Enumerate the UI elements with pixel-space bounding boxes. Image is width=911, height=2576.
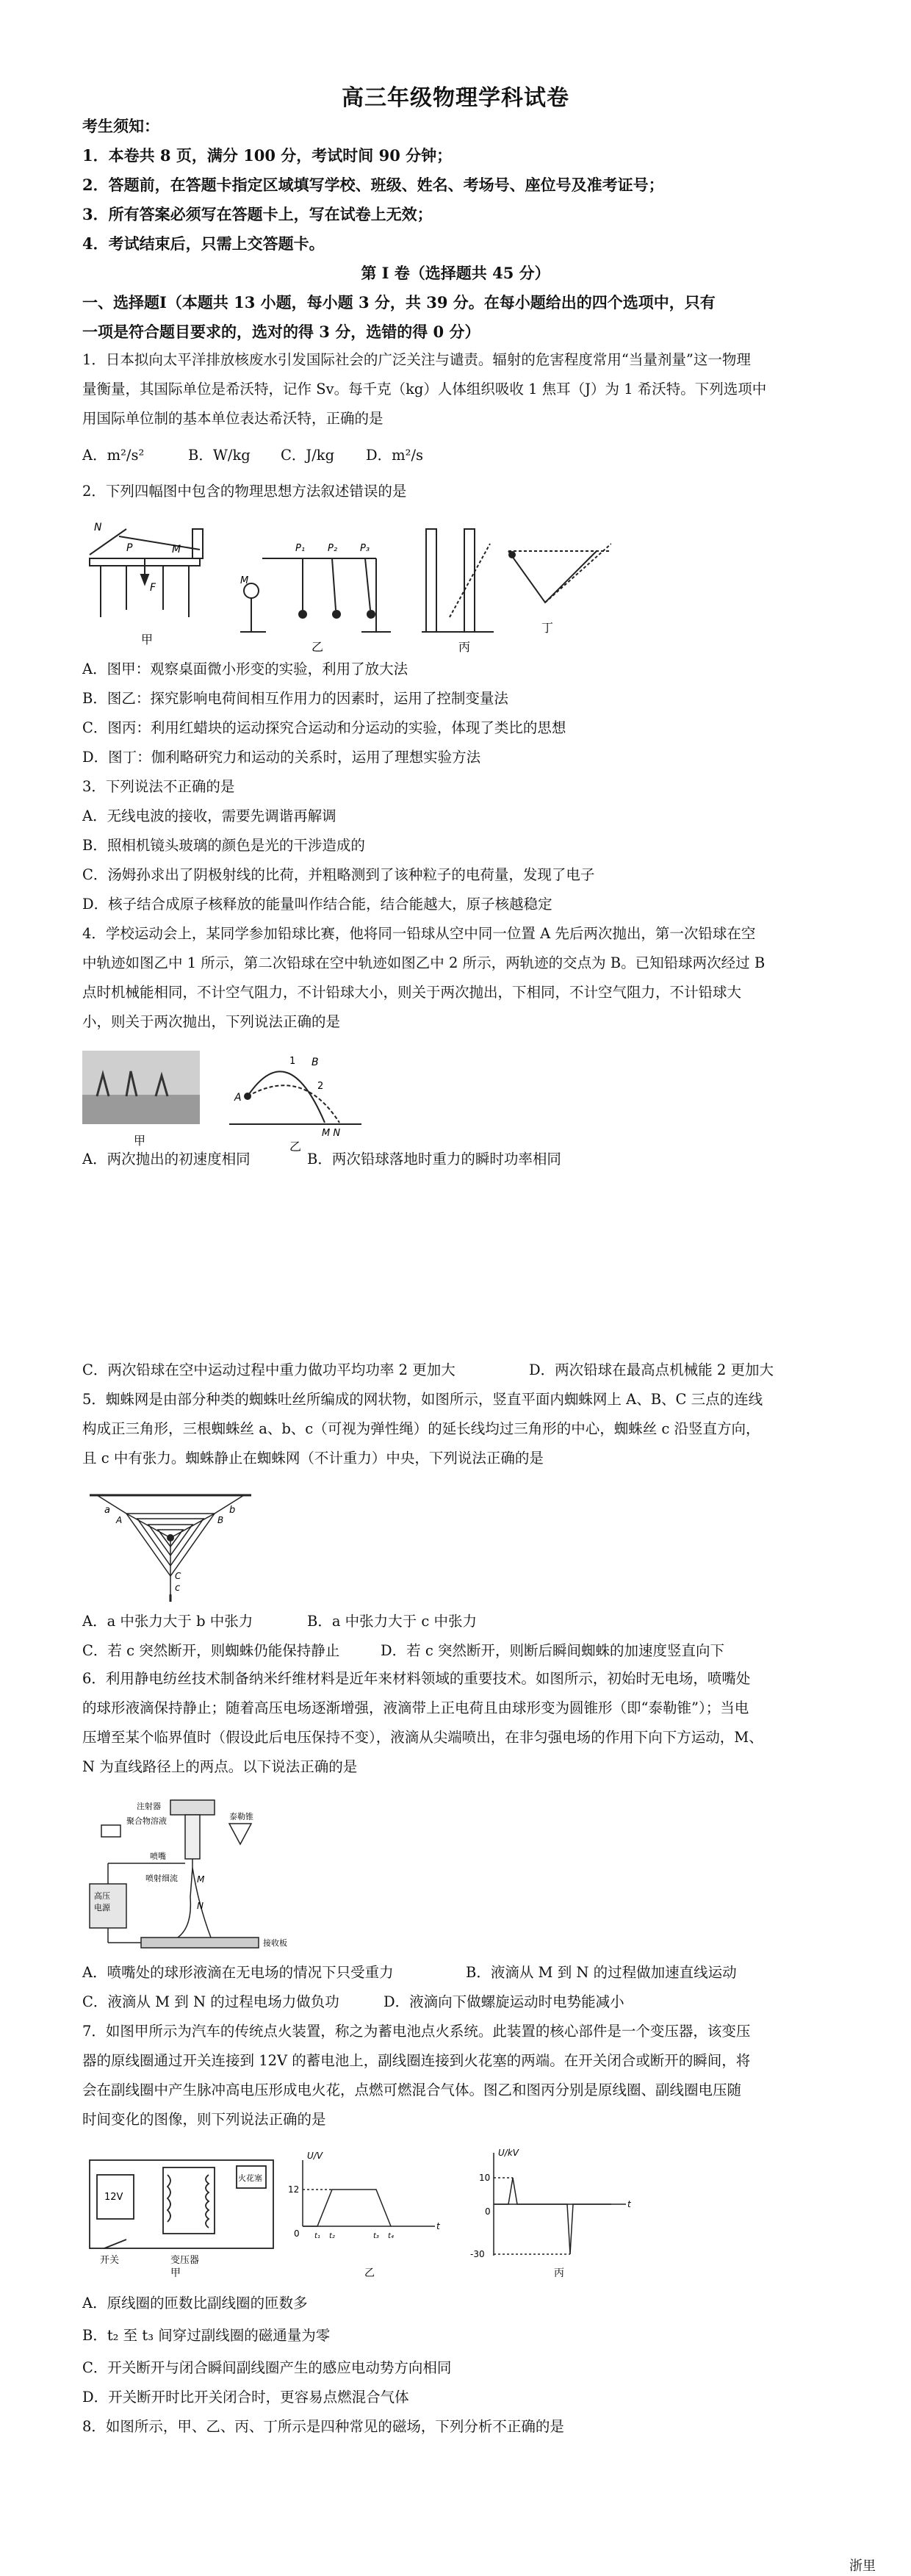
tick-minus-30: -30	[470, 2249, 485, 2259]
figure-label-n: N	[94, 522, 102, 533]
q1-option-c: C．J/kg	[281, 447, 335, 464]
point-b-label: B	[217, 1515, 224, 1525]
figure-label-p3: P₃	[360, 543, 370, 554]
question-4-text: 4．学校运动会上，某同学参加铅球比赛，他将同一铅球从空中同一位置 A 先后两次抛出，第一次铅球在空	[82, 925, 756, 942]
question-1-text: 量衡量，其国际单位是希沃特，记作 Sv。每千克（kg）人体组织吸收 1 焦耳（J）为 1 希沃特。下列选项中	[82, 381, 767, 397]
question-5-text: 5．蜘蛛网是由部分种类的蜘蛛吐丝所编成的网状物，如图所示，竖直平面内蜘蛛网上 A、B、C 三点的连线	[82, 1391, 763, 1408]
tick-t1: t₁	[314, 2232, 320, 2240]
point-m-label: M	[197, 1874, 205, 1885]
q7-option-c: C．开关断开与闭合瞬间副线圈产生的感应电动势方向相同	[82, 2359, 452, 2376]
rolling-ball	[508, 551, 516, 558]
q6-option-b: B．液滴从 M 到 N 的过程做加速直线运动	[466, 1964, 737, 1981]
question-6-text: N 为直线路径上的两点。以下说法正确的是	[82, 1758, 358, 1775]
point-c-label: C	[175, 1571, 181, 1581]
notice-item: 4．考试结束后，只需上交答题卡。	[82, 234, 325, 253]
figure-yi-apparatus	[240, 558, 391, 632]
question-7-text: 时间变化的图像，则下列说法正确的是	[82, 2111, 326, 2128]
q3-option-d: D．核子结合成原子核释放的能量叫作结合能，结合能越大，原子核越稳定	[82, 896, 552, 913]
figure-label-f: F	[150, 582, 156, 594]
figure-caption-bing: 丙	[554, 2267, 564, 2278]
label-needle: 喷嘴	[150, 1852, 166, 1861]
point-n-label: N	[197, 1901, 204, 1911]
q1-option-d: D．m²/s	[366, 447, 424, 464]
q6-option-c: C．液滴从 M 到 N 的过程电场力做负功	[82, 1993, 339, 2010]
question-8-stem: 8．如图所示，甲、乙、丙、丁所示是四种常见的磁场，下列分析不正确的是	[82, 2418, 564, 2435]
point-b-label: B	[312, 1057, 319, 1068]
figure-caption-jia: 甲	[134, 1134, 146, 1148]
secondary-voltage-graph	[494, 2153, 626, 2256]
question-3-stem: 3．下列说法不正确的是	[82, 778, 235, 795]
points-mn-label: M N	[322, 1128, 341, 1139]
question-6-text: 6．利用静电纺丝技术制备纳米纤维材料是近年来材料领域的重要技术。如图所示，初始时无电场，喷嘴处	[82, 1670, 751, 1687]
point-a-label: A	[116, 1515, 123, 1525]
figure-caption-bing: 丙	[458, 640, 471, 654]
figure-caption-yi: 乙	[364, 2267, 375, 2278]
notice-heading: 考生须知：	[82, 117, 159, 135]
tick-10: 10	[479, 2173, 491, 2183]
question-4-text: 小，则关于两次抛出，下列说法正确的是	[82, 1013, 341, 1030]
curve-1-label: 1	[289, 1056, 296, 1067]
q7-figure	[82, 2145, 641, 2278]
q6-electrospinning-figure	[82, 1787, 317, 1956]
q7-option-d: D．开关断开时比开关闭合时，更容易点燃混合气体	[82, 2389, 409, 2406]
pendulum-ball	[298, 610, 307, 619]
question-4-text: 中轨迹如图乙中 1 所示，第二次铅球在空中轨迹如图乙中 2 所示，两轨迹的交点为 B。已知铅球两次经过 B	[82, 954, 766, 971]
q7-option-b: B．t₂ 至 t₃ 间穿过副线圈的磁通量为零	[82, 2327, 331, 2344]
figure-caption-yi: 乙	[312, 640, 324, 654]
spider	[167, 1534, 174, 1541]
q2-option-b: B．图乙：探究影响电荷间相互作用力的因素时，运用了控制变量法	[82, 690, 508, 707]
thread-c-label: c	[175, 1583, 181, 1594]
question-5-text: 且 c 中有张力。蜘蛛静止在蜘蛛网（不计重力）中央，下列说法正确的是	[82, 1450, 544, 1467]
axis-u-label: U/V	[307, 2151, 323, 2161]
q6-option-a: A．喷嘴处的球形液滴在无电场的情况下只受重力	[82, 1964, 394, 1981]
q2-option-d: D．图丁：伽利略研究力和运动的关系时，运用了理想实验方法	[82, 749, 481, 766]
question-1-text: 用国际单位制的基本单位表达希沃特，正确的是	[82, 410, 384, 427]
q1-option-a: A．m²/s²	[82, 447, 145, 464]
q5-option-a: A．a 中张力大于 b 中张力	[82, 1613, 253, 1630]
figure-label-p2: P₂	[328, 543, 338, 554]
transformer-label: 变压器	[170, 2255, 200, 2266]
q4-option-b: B．两次铅球落地时重力的瞬时功率相同	[307, 1151, 561, 1168]
q4-option-a: A．两次抛出的初速度相同	[82, 1151, 251, 1168]
q7-option-a: A．原线圈的匝数比副线圈的匝数多	[82, 2295, 308, 2311]
tick-t2: t₂	[329, 2232, 335, 2240]
figure-caption-ding: 丁	[541, 621, 554, 635]
primary-voltage-graph	[303, 2160, 435, 2226]
pendulum-ball	[332, 610, 341, 619]
figure-caption-jia: 甲	[141, 633, 154, 647]
figure-caption-jia: 甲	[170, 2267, 181, 2278]
switch-label: 开关	[100, 2255, 120, 2266]
tick-0: 0	[485, 2206, 491, 2217]
question-5-text: 构成正三角形，三根蜘蛛丝 a、b、c（可视为弹性绳）的延长线均过三角形的中心，蜘蛛丝 c 沿竖直方向，	[82, 1420, 760, 1437]
figure-caption-yi: 乙	[289, 1140, 302, 1154]
figure-jia-apparatus	[90, 529, 203, 617]
point-a-label: A	[234, 1092, 242, 1104]
axis-t-label: t	[627, 2199, 631, 2209]
thread-b-label: b	[229, 1505, 236, 1516]
tick-0: 0	[294, 2228, 300, 2239]
q3-option-b: B．照相机镜头玻璃的颜色是光的干涉造成的	[82, 837, 365, 854]
page-footer: 浙里	[849, 2558, 876, 2574]
figure-label-p: P	[126, 542, 133, 554]
axis-u-label: U/kV	[498, 2148, 519, 2158]
figure-ding-apparatus	[508, 544, 611, 602]
label-solution: 聚合物溶液	[126, 1816, 167, 1826]
notice-item: 3．所有答案必须写在答题卡上，写在试卷上无效；	[82, 205, 433, 223]
battery-label: 12V	[104, 2192, 123, 2203]
question-1-text: 1．日本拟向太平洋排放核废水引发国际社会的广泛关注与谴责。辐射的危害程度常用“当量剂量”这一物理	[82, 351, 751, 368]
q5-option-c: C．若 c 突然断开，则蜘蛛仍能保持静止	[82, 1642, 340, 1659]
label-taylor-cone: 泰勒锥	[229, 1812, 253, 1821]
tick-12: 12	[288, 2184, 300, 2195]
question-7-text: 器的原线圈通过开关连接到 12V 的蓄电池上，副线圈连接到火花塞的两端。在开关闭合或断开的瞬间，将	[82, 2052, 751, 2069]
spark-plug-label: 火花塞	[238, 2173, 262, 2183]
q5-option-b: B．a 中张力大于 c 中张力	[307, 1613, 477, 1630]
page-title: 高三年级物理学科试卷	[342, 85, 569, 111]
notice-item: 1．本卷共 8 页，满分 100 分，考试时间 90 分钟；	[82, 146, 453, 165]
question-4-text: 点时机械能相同，不计空气阻力，不计铅球大小，则关于两次抛出，下相同，不计空气阻力，不计铅球大	[82, 984, 742, 1001]
notice-item: 2．答题前，在答题卡指定区域填写学校、班级、姓名、考场号、座位号及准考证号；	[82, 176, 664, 194]
label-power-supply: 电源	[94, 1903, 110, 1913]
q5-spider-web-figure	[82, 1481, 259, 1605]
q3-option-c: C．汤姆孙求出了阴极射线的比荷，并粗略测到了该种粒子的电荷量，发现了电子	[82, 866, 595, 883]
q5-option-d: D．若 c 突然断开，则断后瞬间蜘蛛的加速度竖直向下	[381, 1642, 724, 1659]
question-6-text: 压增至某个临界值时（假设此后电压保持不变），液滴从尖端喷出，在非匀强电场的作用下向下方运动，M、	[82, 1729, 763, 1746]
question-7-text: 会在副线圈中产生脉冲高电压形成电火花，点燃可燃混合气体。图乙和图丙分别是原线圈、副线圈电压随	[82, 2082, 742, 2098]
q3-option-a: A．无线电波的接收，需要先调谐再解调	[82, 807, 336, 824]
q1-option-b: B．W/kg	[188, 447, 251, 464]
curve-2-label: 2	[317, 1081, 324, 1092]
q2-option-c: C．图丙：利用红蜡块的运动探究合运动和分运动的实验，体现了类比的思想	[82, 719, 566, 736]
label-syringe: 注射器	[137, 1802, 161, 1811]
q4-option-d: D．两次铅球在最高点机械能 2 更加大	[529, 1361, 774, 1378]
question-6-text: 的球形液滴保持静止；随着高压电场逐渐增强，液滴带上正电荷且由球形变为圆锥形（即“泰勒锥”）；当电	[82, 1699, 749, 1716]
question-2-stem: 2．下列四幅图中包含的物理思想方法叙述错误的是	[82, 483, 407, 500]
q2-figure	[82, 514, 611, 654]
section-heading: 一项是符合题目要求的，选对的得 3 分，选错的得 0 分）	[82, 323, 480, 341]
spider-web	[97, 1495, 244, 1594]
q6-option-d: D．液滴向下做螺旋运动时电势能减小	[384, 1993, 624, 2010]
figure-label-m: M	[240, 575, 249, 586]
label-jet: 喷射细流	[145, 1874, 178, 1883]
pendulum-ball	[367, 610, 375, 619]
shotput-ball	[244, 1093, 251, 1100]
axis-t-label: t	[436, 2221, 440, 2231]
figure-label-m: M	[172, 544, 181, 555]
figure-bing-apparatus	[422, 529, 494, 632]
tick-t4: t₄	[388, 2232, 394, 2240]
q4-option-c: C．两次铅球在空中运动过程中重力做功平均功率 2 更加大	[82, 1361, 455, 1378]
part-title: 第 Ⅰ 卷（选择题共 45 分）	[361, 264, 550, 282]
thread-a-label: a	[104, 1505, 110, 1516]
label-collector: 接收板	[263, 1938, 287, 1948]
q4-figure	[82, 1043, 376, 1154]
question-7-text: 7．如图甲所示为汽车的传统点火装置，称之为蓄电池点火系统。此装置的核心部件是一个变压器，该变压	[82, 2023, 751, 2040]
tick-t3: t₃	[373, 2232, 379, 2240]
label-high-voltage: 高压	[94, 1891, 110, 1901]
q2-option-a: A．图甲：观察桌面微小形变的实验，利用了放大法	[82, 661, 408, 677]
figure-label-p1: P₁	[295, 543, 306, 554]
section-heading: 一、选择题Ⅰ（本题共 13 小题，每小题 3 分，共 39 分。在每小题给出的四个选项中，只有	[82, 293, 716, 312]
